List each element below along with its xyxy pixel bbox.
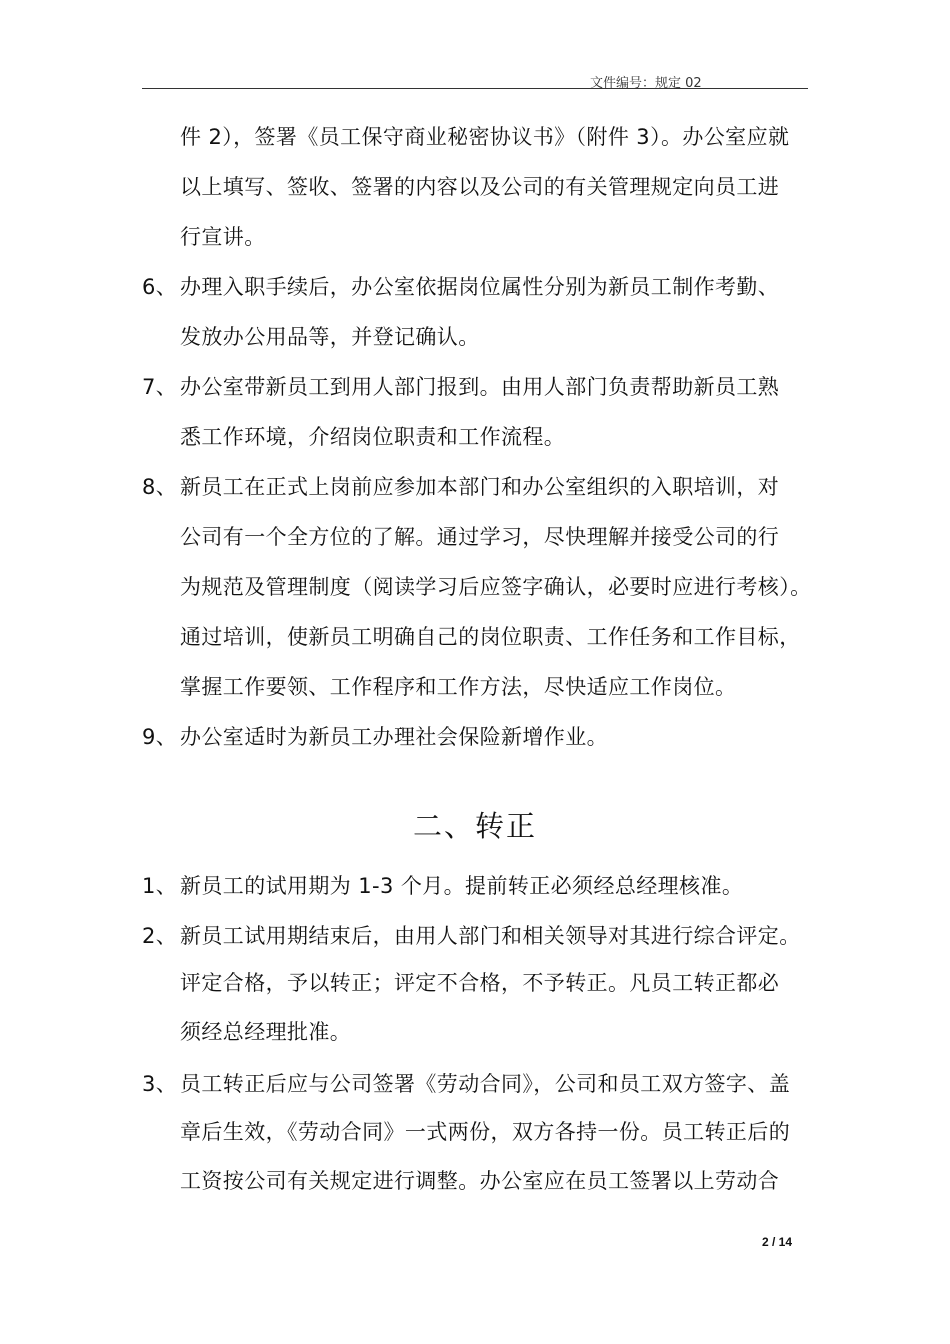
- paragraph-line: 为规范及管理制度（阅读学习后应签字确认，必要时应进行考核）。: [180, 575, 812, 599]
- list-item-6: [142, 272, 779, 302]
- list-item-number: 3、: [142, 1072, 178, 1096]
- list-item-text: 新员工在正式上岗前应参加本部门和办公室组织的入职培训，对: [180, 475, 780, 499]
- page-indicator: 2 / 14: [762, 1235, 793, 1249]
- list-item-1: [142, 871, 743, 901]
- paragraph-line: 须经总经理批准。: [180, 1020, 352, 1044]
- list-item-text: 办理入职手续后，办公室依据岗位属性分别为新员工制作考勤、: [180, 275, 780, 299]
- list-item-2: [142, 921, 801, 951]
- list-item-9: [142, 722, 608, 752]
- paragraph-line: 章后生效，《劳动合同》一式两份，双方各持一份。员工转正后的: [180, 1120, 791, 1144]
- list-item-3: [142, 1069, 790, 1099]
- list-item-7: [142, 372, 779, 402]
- paragraph-line: 以上填写、签收、签署的内容以及公司的有关管理规定向员工进: [180, 175, 780, 199]
- list-item-text: 办公室带新员工到用人部门报到。由用人部门负责帮助新员工熟: [180, 375, 780, 399]
- list-item-text: 办公室适时为新员工办理社会保险新增作业。: [180, 725, 608, 749]
- list-item-text: 新员工试用期结束后，由用人部门和相关领导对其进行综合评定。: [180, 924, 801, 948]
- list-item-number: 2、: [142, 924, 178, 948]
- paragraph-line: 公司有一个全方位的了解。通过学习，尽快理解并接受公司的行: [180, 525, 780, 549]
- header-divider: [142, 88, 808, 89]
- paragraph-line: 工资按公司有关规定进行调整。办公室应在员工签署以上劳动合: [180, 1169, 780, 1193]
- paragraph-line: 通过培训，使新员工明确自己的岗位职责、工作任务和工作目标，: [180, 625, 801, 649]
- list-item-number: 7、: [142, 375, 178, 399]
- paragraph-line: 评定合格，予以转正；评定不合格，不予转正。凡员工转正都必: [180, 971, 780, 995]
- document-number: 文件编号：规定 02: [590, 76, 702, 91]
- list-item-text: 员工转正后应与公司签署《劳动合同》，公司和员工双方签字、盖: [180, 1072, 791, 1096]
- paragraph-line: 悉工作环境，介绍岗位职责和工作流程。: [180, 425, 566, 449]
- paragraph-line: 行宣讲。: [180, 225, 266, 249]
- section-heading: 二、转正: [412, 809, 537, 843]
- list-item-8: [142, 472, 779, 502]
- list-item-number: 9、: [142, 725, 178, 749]
- paragraph-line: 掌握工作要领、工作程序和工作方法，尽快适应工作岗位。: [180, 675, 737, 699]
- list-item-number: 8、: [142, 475, 178, 499]
- paragraph-line: 件 2），签署《员工保守商业秘密协议书》（附件 3）。办公室应就: [180, 125, 790, 149]
- list-item-number: 6、: [142, 275, 178, 299]
- paragraph-line: 发放办公用品等，并登记确认。: [180, 325, 480, 349]
- list-item-number: 1、: [142, 874, 178, 898]
- list-item-text: 新员工的试用期为 1-3 个月。提前转正必须经总经理核准。: [180, 874, 744, 898]
